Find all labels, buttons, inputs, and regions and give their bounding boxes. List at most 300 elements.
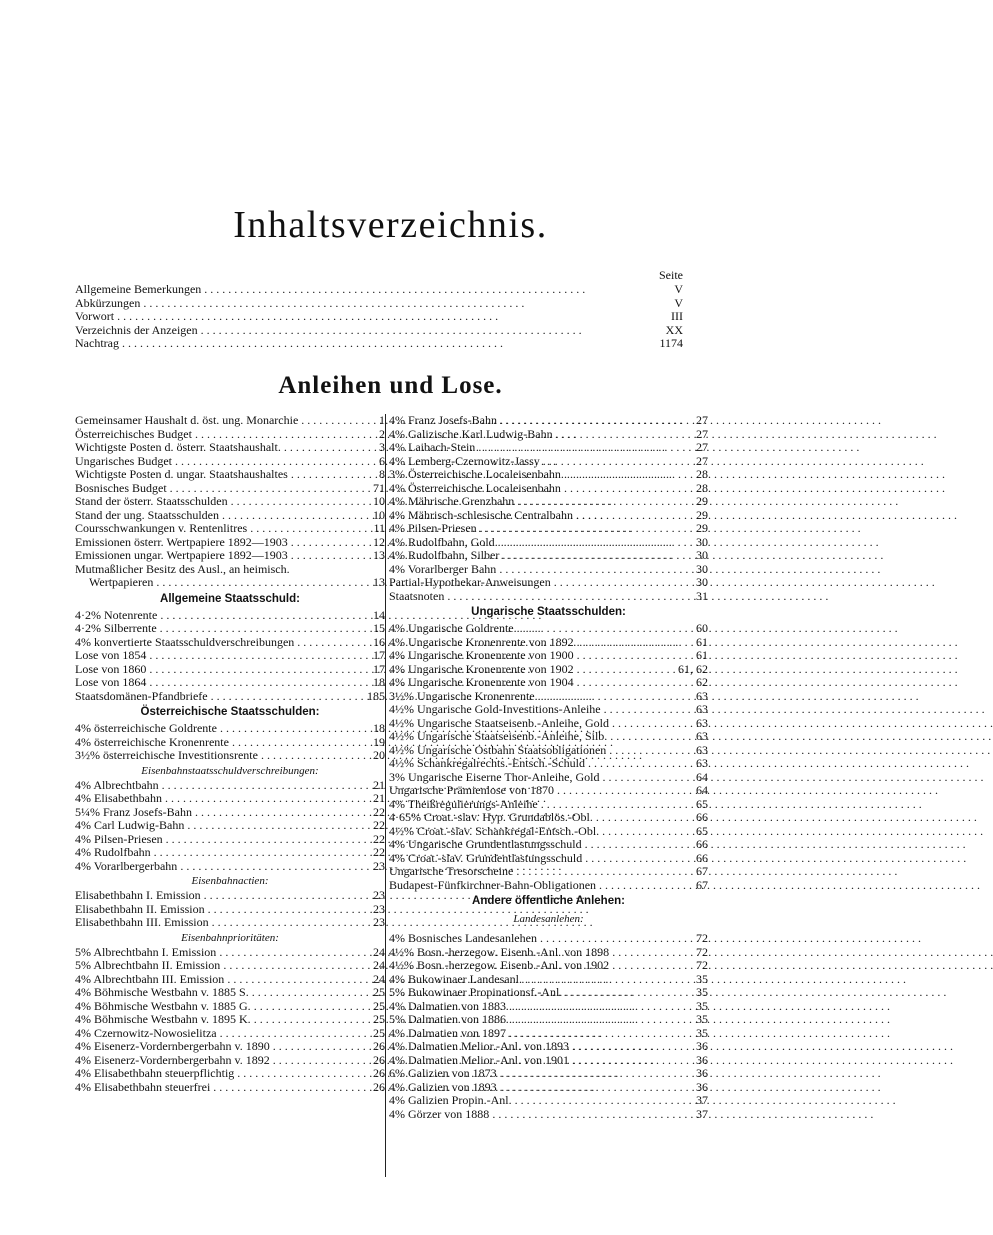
toc-entry-page: 35 — [696, 998, 708, 1013]
toc-entry-label: Lose von 1864 — [75, 675, 147, 689]
toc-entry-label: 4% Rudolfbahn, Gold — [389, 534, 495, 549]
leader-dots — [517, 622, 683, 636]
toc-entry-label: 4% Eisenerz-Vordernbergerbahn v. 1892 — [75, 1052, 270, 1067]
toc-entry[interactable] — [75, 860, 385, 874]
toc-entry-page: 63 — [696, 702, 708, 716]
toc-entry-label: 4% Bosnisches Landesanlehen — [389, 931, 537, 945]
toc-entry-page: 72 — [696, 958, 708, 972]
toc-entry[interactable] — [389, 757, 708, 771]
toc-entry-label: 4% Österreichische Localeisenbahn — [389, 480, 561, 495]
toc-entry[interactable] — [389, 690, 708, 704]
leader-dots — [557, 784, 683, 798]
toc-entry-label: 4% Theißregulierungs-Anleihe — [389, 796, 538, 811]
section-heading: Andere öffentliche Anlehen: — [472, 895, 625, 907]
toc-entry-label: 4% Carl Ludwig-Bahn — [75, 818, 185, 832]
toc-entry[interactable] — [389, 549, 708, 563]
toc-entry-label: Österreichisches Budget — [75, 426, 192, 441]
toc-entry[interactable] — [389, 455, 708, 469]
leader-dots — [291, 536, 360, 550]
toc-entry-label: 4·2% Notenrente — [75, 607, 158, 622]
toc-entry-page: 29 — [696, 494, 708, 508]
toc-entry-label: 4% Dalmatien von 1897 — [389, 1025, 506, 1040]
toc-entry-page: 66 — [696, 810, 708, 824]
toc-entry-label: 4½% Bosn.-herzegow. Eisenb.-Anl. von 1902 — [389, 958, 610, 972]
toc-entry-label: 3% Österreichische Localeisenbahn — [389, 467, 561, 481]
leader-dots — [509, 1027, 683, 1041]
leader-dots — [252, 986, 360, 1000]
toc-entry[interactable] — [75, 916, 385, 930]
toc-entry-page: 67 — [696, 864, 708, 878]
toc-entry-page: V — [674, 295, 683, 310]
toc-entry-label: Abkürzungen — [75, 295, 141, 310]
toc-entry-page: 23 — [373, 888, 385, 902]
toc-entry-label: Mutmaßlicher Besitz des Ausl., an heimisch. — [75, 561, 290, 576]
leader-dots — [223, 959, 360, 973]
leader-dots — [284, 441, 360, 455]
leader-dots — [180, 860, 360, 874]
toc-entry[interactable] — [75, 1027, 385, 1041]
leader-dots — [291, 549, 360, 563]
leader-dots — [170, 482, 360, 496]
toc-entry-label: 4% Mährische Grenzbahn — [389, 494, 515, 508]
toc-entry-label: 4·65% Croat.-slav. Hyp. Grundablös.-Obl. — [389, 810, 593, 824]
toc-entry[interactable] — [389, 1000, 708, 1014]
toc-entry-label: 4½% Ungarische Gold-Investitions-Anleihe — [389, 702, 601, 716]
toc-entry[interactable] — [389, 798, 708, 812]
toc-entry-label: Stand der ung. Staatsschulden — [75, 507, 219, 522]
toc-entry-page: XX — [665, 322, 683, 337]
toc-entry[interactable] — [75, 676, 385, 690]
toc-entry-label: 4% Böhmische Westbahn v. 1885 G. — [75, 998, 251, 1013]
toc-entry-label: Lose von 1854 — [75, 648, 147, 662]
toc-entry-label: Elisabethbahn III. Emission — [75, 915, 209, 929]
toc-entry[interactable] — [389, 703, 708, 717]
toc-entry-label: 4% Eisenerz-Vordernbergerbahn v. 1890 — [75, 1039, 270, 1053]
toc-entry[interactable] — [75, 946, 385, 960]
toc-entry-label: 6% Galizien von 1873 — [389, 1066, 497, 1080]
toc-entry[interactable] — [389, 428, 708, 442]
leader-dots — [232, 736, 360, 750]
toc-entry-label: 4% Ungarische Kronenrente von 1902 — [389, 661, 574, 676]
toc-entry-label: 4% Mährisch-schlesische Centralbahn — [389, 507, 573, 522]
toc-entry[interactable] — [75, 549, 385, 563]
toc-entry[interactable] — [75, 1054, 385, 1068]
toc-entry[interactable] — [75, 973, 385, 987]
toc-entry-page: 1174 — [659, 336, 683, 350]
toc-entry[interactable] — [389, 441, 708, 455]
leader-dots — [227, 973, 360, 987]
leader-dots — [565, 986, 683, 1000]
toc-entry-page: 60 — [696, 621, 708, 635]
toc-entry-page: III — [671, 309, 683, 323]
toc-entry-page: 18 — [373, 721, 385, 735]
toc-entry[interactable] — [75, 806, 385, 820]
leader-dots — [604, 703, 683, 717]
toc-entry[interactable] — [75, 986, 385, 1000]
toc-entry-label: 4% Ungarische Kronenrente von 1900 — [389, 648, 574, 662]
toc-entry[interactable] — [389, 717, 708, 731]
toc-entry[interactable] — [389, 468, 708, 482]
toc-entry[interactable] — [389, 576, 708, 590]
toc-entry[interactable] — [75, 846, 385, 860]
leader-dots — [156, 576, 360, 590]
toc-entry[interactable] — [389, 771, 708, 785]
leader-dots — [162, 779, 360, 793]
leader-dots — [291, 468, 360, 482]
toc-entry[interactable] — [389, 1108, 708, 1122]
toc-entry-page: 36 — [696, 1079, 708, 1094]
toc-entry-label: Budapest-Fünfkirchner-Bahn-Obligationen — [389, 877, 597, 892]
leader-dots — [160, 609, 360, 623]
leader-dots — [204, 889, 360, 903]
toc-entry[interactable] — [75, 337, 683, 351]
toc-entry-page: 24 — [373, 944, 385, 959]
leader-dots — [195, 428, 360, 442]
toc-entry[interactable] — [389, 1013, 708, 1027]
toc-entry-label: 4% Dalmatien von 1883 — [389, 998, 506, 1013]
toc-entry-page: 23 — [373, 915, 385, 929]
toc-entry[interactable] — [389, 1067, 708, 1081]
toc-entry-label: Gemeinsamer Haushalt d. öst. ung. Monarchie — [75, 413, 299, 427]
left-column — [75, 414, 386, 1177]
leader-dots — [585, 838, 683, 852]
toc-entry-page: 22 — [373, 831, 385, 846]
toc-entry-page: 28 — [696, 480, 708, 495]
toc-entry-label: 4% österreichische Goldrente — [75, 721, 217, 735]
toc-entry-page: 21 — [373, 777, 385, 792]
toc-entry[interactable] — [75, 959, 385, 973]
leader-dots — [222, 509, 360, 523]
leader-dots — [195, 806, 360, 820]
toc-entry-page: 2 — [379, 426, 385, 441]
section-heading: Ungarische Staatsschulden: — [471, 606, 626, 618]
toc-entry[interactable] — [75, 482, 385, 496]
toc-entry[interactable] — [75, 522, 385, 536]
leader-dots — [596, 811, 683, 825]
toc-entry[interactable] — [75, 414, 385, 428]
toc-entry-page: 27 — [696, 413, 708, 427]
toc-entry[interactable] — [75, 889, 385, 903]
leader-dots — [220, 722, 360, 736]
leader-dots — [212, 916, 360, 930]
toc-entry-page: 63 — [696, 715, 708, 730]
leader-dots — [187, 819, 360, 833]
leader-dots — [516, 865, 683, 879]
toc-entry-page: 25 — [373, 985, 385, 999]
toc-entry-label: Allgemeine Bemerkungen — [75, 282, 202, 296]
toc-entry-page: 6 — [379, 453, 385, 468]
toc-entry-label: 4% Czernowitz-Nowosielitza — [75, 1025, 217, 1040]
toc-entry-page: 26 — [373, 1052, 385, 1067]
toc-entry-label: Wichtigste Posten d. österr. Staatshaushalt. — [75, 440, 281, 454]
leader-dots — [149, 649, 360, 663]
toc-entry[interactable] — [389, 482, 708, 496]
toc-entry[interactable] — [389, 622, 708, 636]
toc-entry-page: 25 — [373, 1025, 385, 1040]
toc-entry[interactable] — [75, 468, 385, 482]
toc-entry[interactable] — [389, 536, 708, 550]
toc-entry-page: 36 — [696, 1039, 708, 1053]
toc-entry[interactable] — [75, 310, 683, 324]
leader-dots — [117, 310, 650, 324]
toc-entry-page: 64 — [696, 783, 708, 797]
leader-dots — [612, 959, 683, 973]
toc-entry-page: 27 — [696, 453, 708, 468]
leader-dots — [540, 932, 683, 946]
toc-entry-page: 24 — [373, 958, 385, 972]
toc-entry[interactable] — [389, 414, 708, 428]
toc-entry-label: 4% Rudolfbahn, Silber — [389, 548, 500, 562]
toc-entry-page: 27 — [696, 426, 708, 441]
leader-dots — [480, 522, 683, 536]
toc-entry-page: 63 — [696, 688, 708, 703]
toc-entry[interactable] — [389, 563, 708, 577]
toc-entry[interactable] — [389, 663, 708, 677]
toc-entry[interactable] — [75, 636, 385, 650]
toc-entry-page: 72 — [696, 931, 708, 945]
toc-entry[interactable] — [75, 509, 385, 523]
toc-entry-page: 35 — [696, 985, 708, 999]
toc-entry-page: 29 — [696, 507, 708, 522]
toc-entry[interactable] — [75, 903, 385, 917]
toc-entry-label: 5% Dalmatien von 1886 — [389, 1012, 506, 1026]
toc-entry-page: 10 — [373, 494, 385, 508]
toc-entry-label: 4% Laibach-Stein — [389, 440, 476, 454]
leader-dots — [237, 1067, 360, 1081]
toc-entry-page: 18 — [373, 675, 385, 689]
toc-entry[interactable] — [75, 722, 385, 736]
toc-entry-page: 35 — [696, 971, 708, 986]
toc-entry[interactable] — [75, 1040, 385, 1054]
toc-entry[interactable] — [75, 749, 385, 763]
toc-entry-page: 63 — [696, 729, 708, 743]
toc-entry-page: 26 — [373, 1066, 385, 1080]
leader-dots — [577, 649, 683, 663]
toc-entry-page: 10 — [373, 507, 385, 522]
toc-entry-page: 25 — [373, 1012, 385, 1026]
leader-dots — [219, 946, 360, 960]
toc-entry-page: 37 — [696, 1093, 708, 1107]
toc-entry[interactable] — [75, 649, 385, 663]
toc-entry[interactable] — [75, 663, 385, 677]
leader-dots — [261, 749, 360, 763]
toc-entry-page: 63 — [696, 756, 708, 770]
right-column — [389, 414, 708, 1121]
toc-entry-page: 35 — [696, 1012, 708, 1026]
toc-entry[interactable] — [75, 1081, 385, 1095]
toc-entry[interactable] — [389, 1094, 708, 1108]
toc-entry-label: 4% Ungarische Grundentlastungsschuld — [389, 837, 582, 851]
toc-entry-label: 4% Albrechtbahn — [75, 777, 159, 792]
toc-entry[interactable] — [75, 324, 683, 338]
toc-entry[interactable] — [389, 509, 708, 523]
toc-entry-label: 5% Albrechtbahn II. Emission — [75, 958, 221, 972]
toc-entry-continued[interactable] — [75, 563, 385, 577]
toc-entry[interactable] — [75, 536, 385, 550]
toc-entry[interactable] — [389, 1027, 708, 1041]
toc-entry-label: 4% Ungarische Goldrente — [389, 621, 514, 635]
toc-entry[interactable] — [75, 1000, 385, 1014]
leader-dots — [143, 297, 650, 311]
toc-entry-label: Vorwort — [75, 309, 115, 323]
toc-entry[interactable] — [389, 744, 708, 758]
toc-entry[interactable] — [389, 636, 708, 650]
toc-entry[interactable] — [389, 811, 708, 825]
toc-entry-page: 23 — [373, 901, 385, 916]
subsection-heading: Eisenbahnprioritäten: — [181, 931, 279, 944]
toc-entry-page: 25 — [373, 998, 385, 1013]
toc-entry-page: 29 — [696, 521, 708, 535]
toc-entry-label: 4½% Croat.-slav. Schankregal-Entsch.-Obl. — [389, 823, 600, 838]
toc-entry-label: Partial-Hypothekar-Anweisungen — [389, 575, 551, 589]
toc-entry[interactable] — [75, 455, 385, 469]
toc-entry[interactable] — [389, 932, 708, 946]
toc-entry-page: 61 — [696, 648, 708, 662]
leader-dots — [572, 1040, 683, 1054]
page-title: Inhaltsverzeichnis. — [233, 204, 548, 246]
toc-entry-label: 4% konvertierte Staatsschuldverschreibungen — [75, 634, 295, 649]
leader-dots — [525, 973, 683, 987]
toc-entry-label: 5¼% Franz Josefs-Bahn — [75, 804, 192, 819]
toc-entry-label: 4½% Ungarische Staatseisenb.-Anleihe, Silb. — [389, 729, 608, 743]
toc-entry[interactable] — [389, 649, 708, 663]
toc-entry-label: 4% Vorarlberger Bahn — [389, 561, 497, 576]
toc-entry[interactable] — [389, 784, 708, 798]
toc-entry-page: 22 — [373, 845, 385, 859]
toc-entry[interactable] — [75, 779, 385, 793]
toc-entry-label: Elisabethbahn II. Emission — [75, 901, 205, 916]
toc-entry[interactable] — [75, 819, 385, 833]
toc-entry-label: Wertpapieren — [89, 575, 154, 589]
leader-dots — [610, 730, 683, 744]
toc-entry-label: Stand der österr. Staatsschulden — [75, 494, 228, 508]
toc-entry[interactable] — [75, 833, 385, 847]
toc-entry[interactable] — [389, 730, 708, 744]
toc-entry[interactable] — [75, 441, 385, 455]
toc-entry-page: 185 — [367, 688, 385, 703]
toc-entry[interactable] — [75, 283, 683, 297]
toc-entry-label: 3½% österreichische Investitionsrente — [75, 748, 258, 762]
toc-entry[interactable] — [389, 946, 708, 960]
toc-entry[interactable] — [389, 1040, 708, 1054]
toc-entry-page: 61, 62 — [678, 661, 708, 676]
toc-entry-label: 4% Galizien von 1893 — [389, 1079, 497, 1094]
toc-entry-page: 13 — [373, 575, 385, 589]
toc-entry[interactable] — [75, 428, 385, 442]
toc-entry[interactable] — [389, 986, 708, 1000]
toc-entry[interactable] — [389, 838, 708, 852]
toc-entry-page: 65 — [696, 796, 708, 811]
leader-dots — [220, 1027, 360, 1041]
leader-dots — [204, 283, 650, 297]
leader-dots — [231, 495, 360, 509]
toc-entry-page: 36 — [696, 1066, 708, 1080]
leader-dots — [602, 825, 683, 839]
leader-dots — [543, 455, 683, 469]
toc-entry-page: 30 — [696, 561, 708, 576]
toc-entry-label: Ungarische Prämienlose von 1870 — [389, 783, 554, 797]
toc-entry[interactable] — [389, 676, 708, 690]
leader-dots — [273, 1040, 360, 1054]
toc-entry-label: 3% Ungarische Eiserne Thor-Anleihe, Gold — [389, 769, 600, 784]
leader-dots — [149, 663, 360, 677]
toc-entry-label: 4% Ungarische Kronenrente von 1892 — [389, 634, 574, 649]
leader-dots — [509, 1000, 683, 1014]
toc-entry[interactable] — [75, 1067, 385, 1081]
toc-entry[interactable] — [389, 495, 708, 509]
leader-dots — [502, 549, 683, 563]
toc-entry-page: 16 — [373, 634, 385, 649]
front-matter-list — [75, 268, 683, 351]
toc-entry-page: 24 — [373, 971, 385, 986]
toc-entry-page: 62 — [696, 675, 708, 689]
toc-entry[interactable] — [389, 959, 708, 973]
toc-entry-page: 22 — [373, 804, 385, 819]
toc-entry-page: 1 — [379, 413, 385, 427]
toc-entry-label: 5% Bukowinaer Propinationsf.-Anl. — [389, 985, 563, 999]
toc-entry-page: 65 — [696, 823, 708, 838]
toc-entry[interactable] — [75, 736, 385, 750]
toc-entry-page: 71 — [373, 480, 385, 495]
toc-entry[interactable] — [75, 792, 385, 806]
toc-entry-label: 4% Pilsen-Priesen — [75, 831, 163, 846]
toc-entry[interactable] — [75, 622, 385, 636]
toc-entry[interactable] — [75, 297, 683, 311]
leader-dots — [588, 757, 683, 771]
toc-entry[interactable] — [75, 609, 385, 623]
toc-entry-label: 4% Görzer von 1888 — [389, 1106, 490, 1121]
toc-entry[interactable] — [75, 1013, 385, 1027]
toc-entry[interactable] — [75, 690, 385, 704]
toc-entry-label: Ungarisches Budget — [75, 453, 172, 468]
toc-entry-label: Nachtrag — [75, 336, 119, 350]
toc-entry-page: 27 — [696, 440, 708, 454]
leader-dots — [612, 946, 683, 960]
leader-dots — [478, 441, 683, 455]
section-heading: Allgemeine Staatsschuld: — [160, 592, 300, 605]
toc-entry-page: 30 — [696, 575, 708, 589]
toc-entry[interactable] — [389, 825, 708, 839]
toc-entry[interactable] — [389, 1081, 708, 1095]
toc-entry[interactable] — [389, 852, 708, 866]
leader-dots — [609, 744, 683, 758]
leader-dots — [577, 636, 683, 650]
toc-entry[interactable] — [75, 576, 385, 590]
toc-entry[interactable] — [389, 590, 708, 604]
toc-entry-page: 63 — [696, 742, 708, 757]
toc-entry[interactable] — [389, 973, 708, 987]
toc-entry-page: 37 — [696, 1106, 708, 1121]
toc-entry-label: Elisabethbahn I. Emission — [75, 888, 201, 902]
toc-entry-label: 4% Rudolfbahn — [75, 845, 151, 859]
toc-entry-page: 11 — [373, 521, 385, 535]
toc-entry-page: 36 — [696, 1052, 708, 1067]
toc-entry[interactable] — [389, 522, 708, 536]
leader-dots — [576, 509, 683, 523]
leader-dots — [509, 1013, 683, 1027]
toc-entry[interactable] — [389, 1054, 708, 1068]
toc-entry-page: 21 — [373, 791, 385, 805]
toc-entry[interactable] — [389, 865, 708, 879]
toc-entry[interactable] — [75, 495, 385, 509]
toc-entry[interactable] — [389, 879, 708, 893]
page-column-header: Seite — [659, 268, 683, 282]
leader-dots — [499, 563, 683, 577]
toc-entry-page: 66 — [696, 850, 708, 865]
leader-dots — [500, 1067, 683, 1081]
toc-entry-label: Staatsdomänen-Pfandbriefe — [75, 688, 208, 703]
toc-entry-label: 4% Böhmische Westbahn v. 1895 K. — [75, 1012, 251, 1026]
